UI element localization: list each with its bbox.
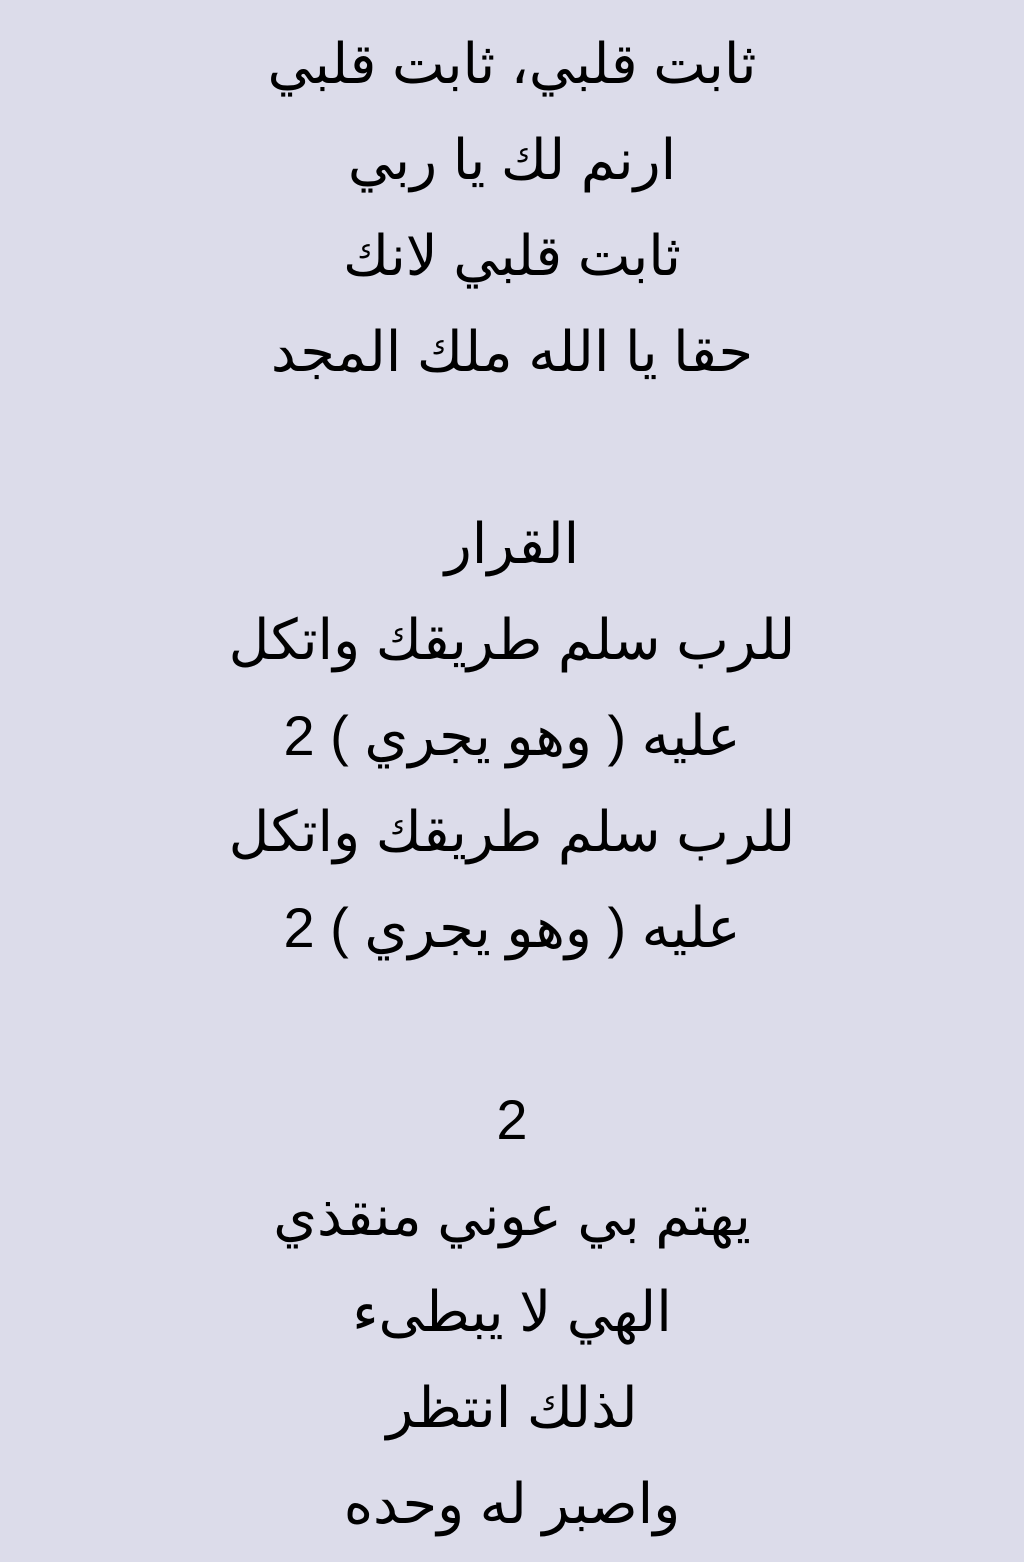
- chorus-line-3: للرب سلم طريقك واتكل: [228, 800, 796, 863]
- verse2-line-1: يهتم بي عوني منقذي: [273, 1184, 751, 1247]
- verse1-line-1: ثابت قلبي، ثابت قلبي: [267, 32, 757, 95]
- chorus-line-1: للرب سلم طريقك واتكل: [228, 608, 796, 671]
- chorus-line-2: عليه ( وهو يجري ) 2: [283, 704, 741, 767]
- verse1-line-2: ارنم لك يا ربي: [347, 128, 677, 191]
- verse1-line-4: حقا يا الله ملك المجد: [270, 320, 754, 383]
- verse2-line-4: واصبر له وحده: [343, 1472, 681, 1535]
- verse2-line-2: الهي لا يبطىء: [352, 1280, 672, 1343]
- verse2-number: 2: [496, 1088, 528, 1151]
- verse1-line-3: ثابت قلبي لانك: [343, 224, 681, 287]
- chorus-line-4: عليه ( وهو يجري ) 2: [283, 896, 741, 959]
- verse2-line-3: لذلك انتظر: [386, 1376, 638, 1439]
- chorus-title: القرار: [444, 512, 580, 575]
